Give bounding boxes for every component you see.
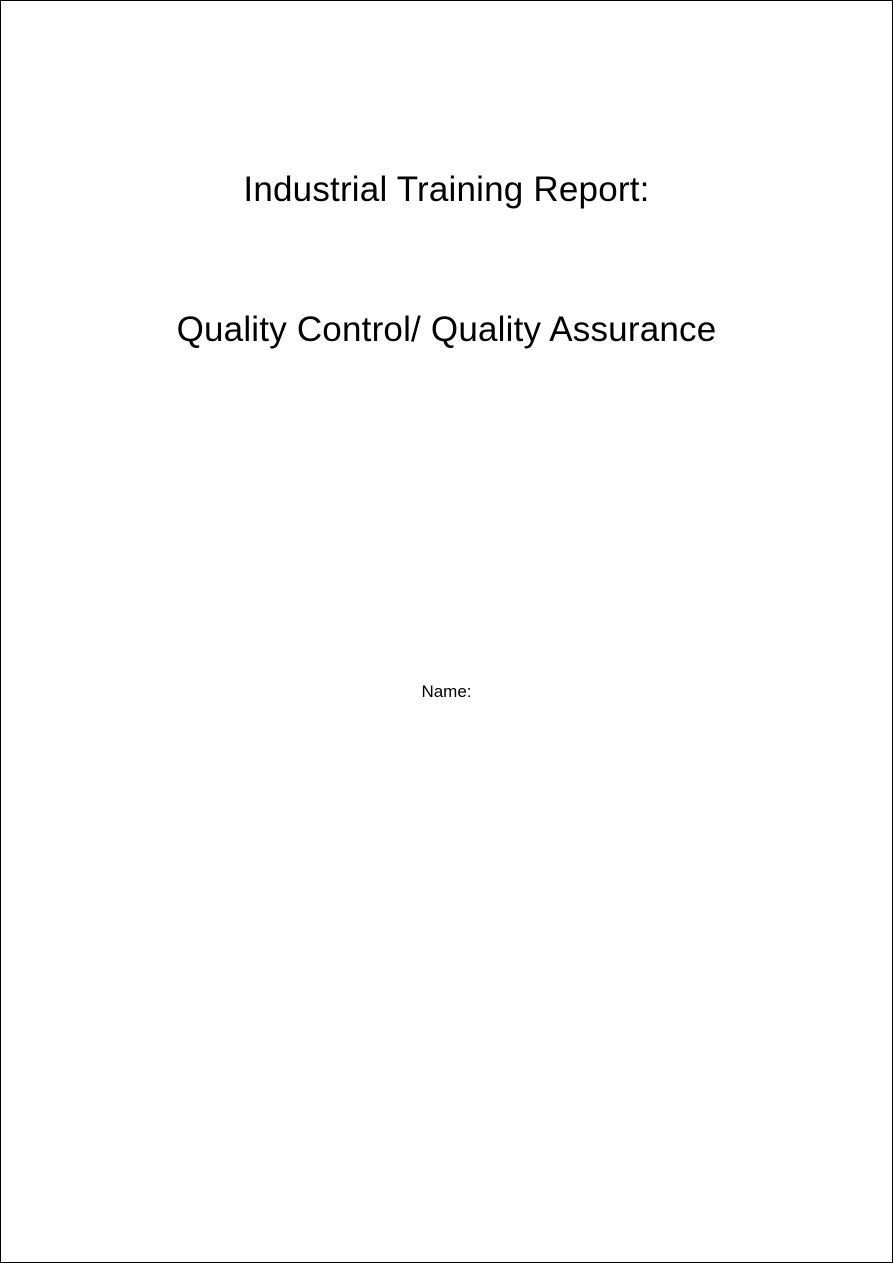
report-title-line-1: Industrial Training Report: — [243, 170, 650, 209]
author-name-block — [95, 680, 798, 704]
title-spacer — [95, 212, 798, 308]
report-title-line-2: Quality Control/ Quality Assurance — [176, 310, 717, 349]
cover-title-block — [95, 168, 798, 352]
name-label: Name: — [421, 682, 472, 701]
